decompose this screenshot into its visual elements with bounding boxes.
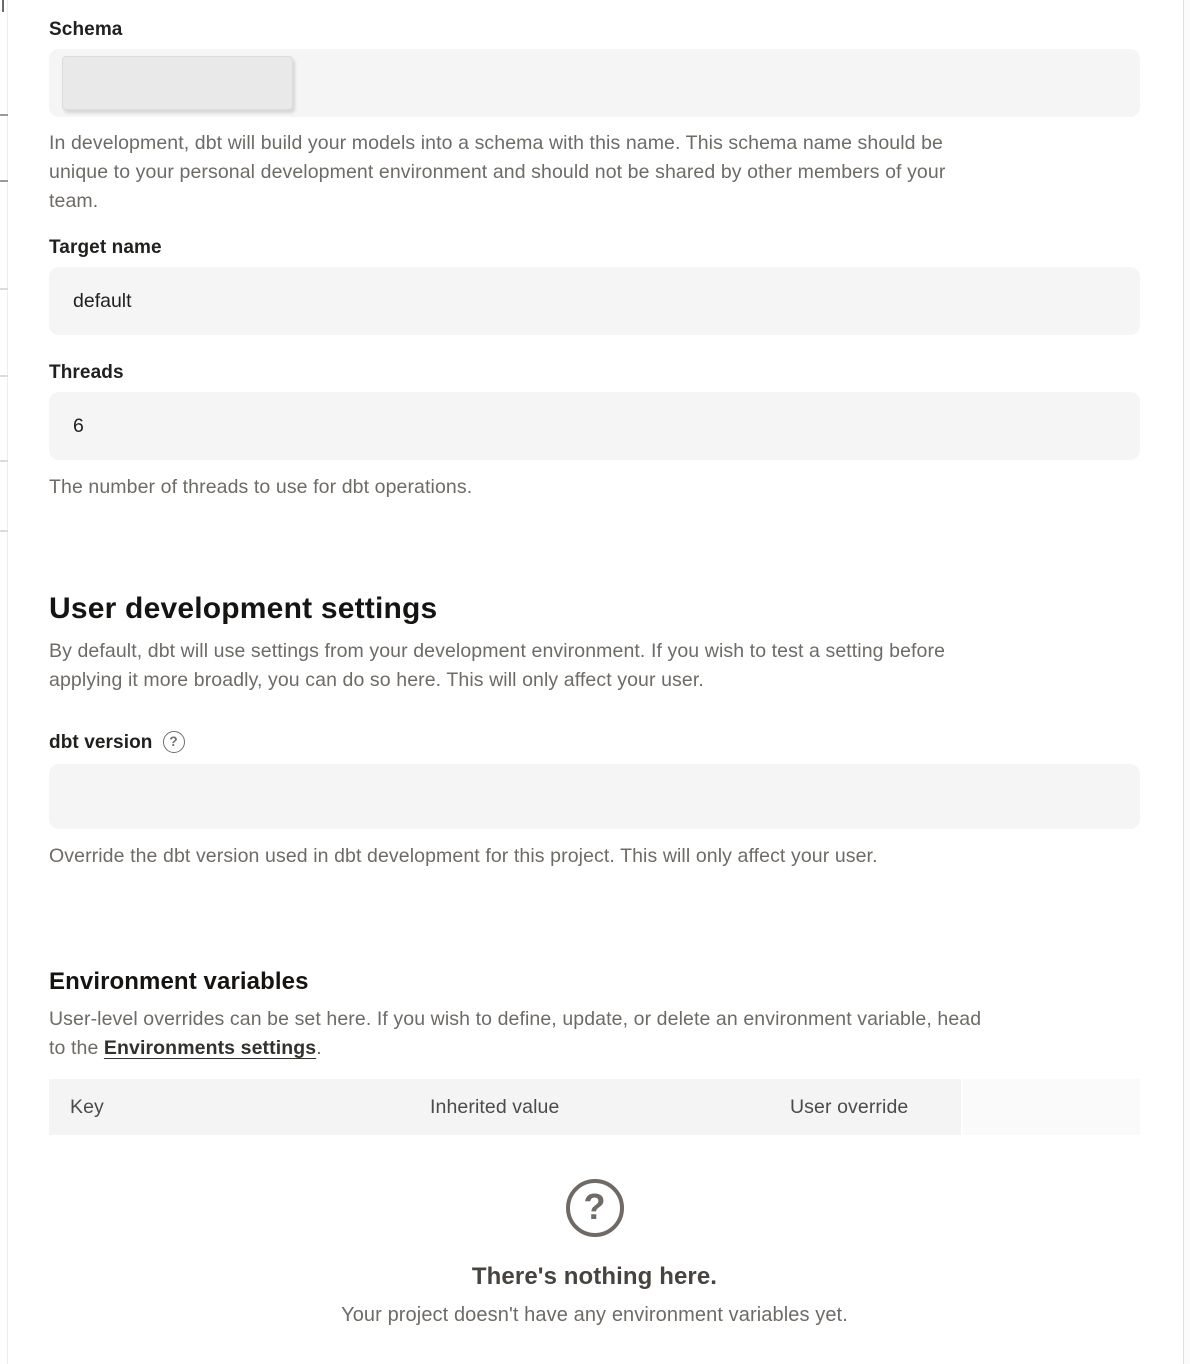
rail-tick [0, 114, 8, 116]
question-circle-icon: ? [566, 1179, 624, 1237]
rail-tick [0, 375, 8, 377]
settings-form [49, 0, 1140, 1327]
help-circle-icon[interactable]: ? [163, 731, 185, 753]
threads-input[interactable] [49, 392, 1140, 460]
rail-tick [0, 288, 8, 290]
threads-label: Threads [49, 362, 124, 383]
rail-tick [0, 460, 8, 462]
column-header-inherited-value: Inherited value [430, 1095, 560, 1118]
column-header-key: Key [70, 1095, 104, 1118]
empty-state-title: There's nothing here. [471, 1263, 718, 1290]
dbt-version-input[interactable] [49, 764, 1140, 829]
empty-state-subtitle: Your project doesn't have any environment variables yet. [341, 1304, 848, 1326]
schema-label: Schema [49, 19, 123, 40]
env-vars-table-header [49, 1079, 1140, 1135]
environment-variables-heading: Environment variables [49, 968, 309, 995]
schema-help-text: In development, dbt will build your models into a schema with this name. This schema name should be unique to your personal development environment and should not be shared by other members of your team. [49, 132, 946, 212]
env-vars-empty-state [49, 1179, 1140, 1327]
column-header-actions [961, 1079, 1140, 1135]
schema-input[interactable] [49, 49, 1140, 117]
environments-settings-link[interactable]: Environments settings [103, 1037, 317, 1059]
dbt-version-label: dbt version [49, 732, 153, 753]
left-panel-edge [0, 0, 8, 1364]
left-panel-corner-mark [2, 0, 4, 12]
rail-tick [0, 530, 8, 532]
threads-help-text: The number of threads to use for dbt operations. [49, 476, 473, 498]
user-development-settings-description: By default, dbt will use settings from your development environment. If you wish to test a setting before applying it more broadly, you can do so here. This will only affect your user. [49, 640, 946, 691]
user-development-settings-heading: User development settings [49, 592, 438, 625]
redacted-value-chip [62, 56, 293, 110]
scrollbar-track[interactable] [1183, 0, 1190, 1364]
env-description-suffix: . [316, 1037, 322, 1059]
target-name-label: Target name [49, 237, 162, 258]
rail-tick [0, 180, 8, 182]
env-description-prefix: to the [49, 1037, 104, 1059]
column-header-user-override: User override [790, 1095, 909, 1118]
target-name-input[interactable] [49, 267, 1140, 335]
dbt-version-help-text: Override the dbt version used in dbt development for this project. This will only affect your user. [49, 845, 878, 867]
environment-variables-description: User-level overrides can be set here. If you wish to define, update, or delete an environment variable, head to the Environments settings. [49, 1008, 982, 1059]
